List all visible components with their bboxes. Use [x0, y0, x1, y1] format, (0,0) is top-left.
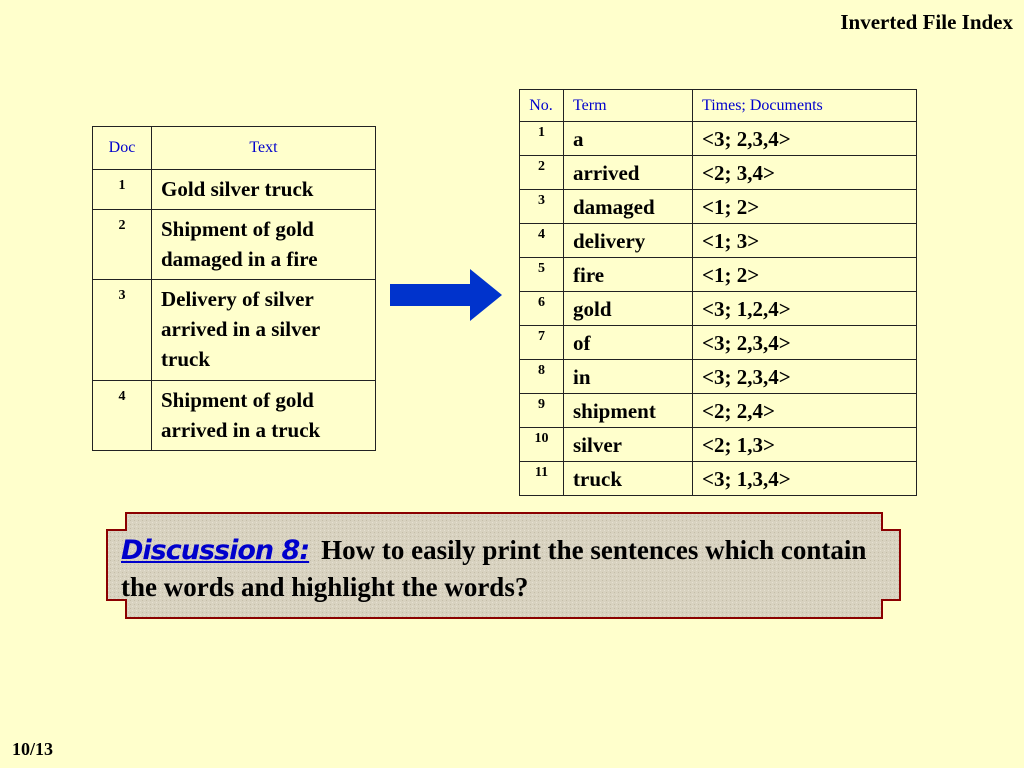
term-number: 8: [520, 360, 564, 394]
discussion-text: How to easily print the sentences which contain the words and highlight the words?: [121, 535, 867, 602]
term-cell: silver: [564, 428, 693, 462]
term-cell: damaged: [564, 190, 693, 224]
discussion-label: Discussion 8:: [121, 535, 310, 566]
table-row: [93, 210, 376, 280]
doc-text: Delivery of silver arrived in a silver truck: [152, 280, 376, 381]
table-row: [520, 156, 917, 190]
term-number: 7: [520, 326, 564, 360]
table-row: [520, 394, 917, 428]
term-cell: fire: [564, 258, 693, 292]
doc-text: Shipment of gold arrived in a truck: [152, 381, 376, 451]
term-cell: arrived: [564, 156, 693, 190]
term-cell: a: [564, 122, 693, 156]
term-number: 2: [520, 156, 564, 190]
term-cell: truck: [564, 462, 693, 496]
term-number: 6: [520, 292, 564, 326]
column-header-text: Text: [152, 127, 376, 170]
postings-cell: <1; 2>: [693, 190, 917, 224]
doc-number: 4: [93, 381, 152, 451]
table-row: [520, 122, 917, 156]
documents-table: [92, 126, 376, 451]
table-row: [93, 280, 376, 381]
table-row: [520, 428, 917, 462]
slide-title: Inverted File Index: [840, 10, 1013, 34]
term-number: 9: [520, 394, 564, 428]
column-header-no: No.: [520, 90, 564, 122]
term-cell: delivery: [564, 224, 693, 258]
discussion-question: [121, 532, 881, 606]
term-number: 1: [520, 122, 564, 156]
right-arrow-icon: [390, 269, 506, 321]
postings-cell: <1; 3>: [693, 224, 917, 258]
table-row: [520, 360, 917, 394]
term-number: 4: [520, 224, 564, 258]
term-number: 10: [520, 428, 564, 462]
postings-cell: <3; 2,3,4>: [693, 360, 917, 394]
term-cell: shipment: [564, 394, 693, 428]
table-row: [520, 258, 917, 292]
doc-number: 1: [93, 170, 152, 210]
table-header-row: [520, 90, 917, 122]
table-row: [520, 224, 917, 258]
doc-text: Gold silver truck: [152, 170, 376, 210]
term-number: 5: [520, 258, 564, 292]
column-header-postings: Times; Documents: [693, 90, 917, 122]
doc-number: 3: [93, 280, 152, 381]
postings-cell: <1; 2>: [693, 258, 917, 292]
table-row: [520, 462, 917, 496]
postings-cell: <3; 2,3,4>: [693, 326, 917, 360]
postings-cell: <2; 1,3>: [693, 428, 917, 462]
table-row: [520, 292, 917, 326]
term-number: 11: [520, 462, 564, 496]
postings-cell: <2; 3,4>: [693, 156, 917, 190]
postings-cell: <2; 2,4>: [693, 394, 917, 428]
column-header-doc: Doc: [93, 127, 152, 170]
table-row: [93, 170, 376, 210]
term-cell: gold: [564, 292, 693, 326]
doc-text: Shipment of gold damaged in a fire: [152, 210, 376, 280]
column-header-term: Term: [564, 90, 693, 122]
term-number: 3: [520, 190, 564, 224]
postings-cell: <3; 1,2,4>: [693, 292, 917, 326]
table-row: [520, 190, 917, 224]
term-cell: of: [564, 326, 693, 360]
discussion-box: [106, 512, 901, 619]
doc-number: 2: [93, 210, 152, 280]
table-row: [93, 381, 376, 451]
table-header-row: [93, 127, 376, 170]
postings-cell: <3; 2,3,4>: [693, 122, 917, 156]
postings-cell: <3; 1,3,4>: [693, 462, 917, 496]
term-cell: in: [564, 360, 693, 394]
table-row: [520, 326, 917, 360]
inverted-index-table: [519, 89, 917, 496]
page-number: 10/13: [12, 739, 54, 759]
